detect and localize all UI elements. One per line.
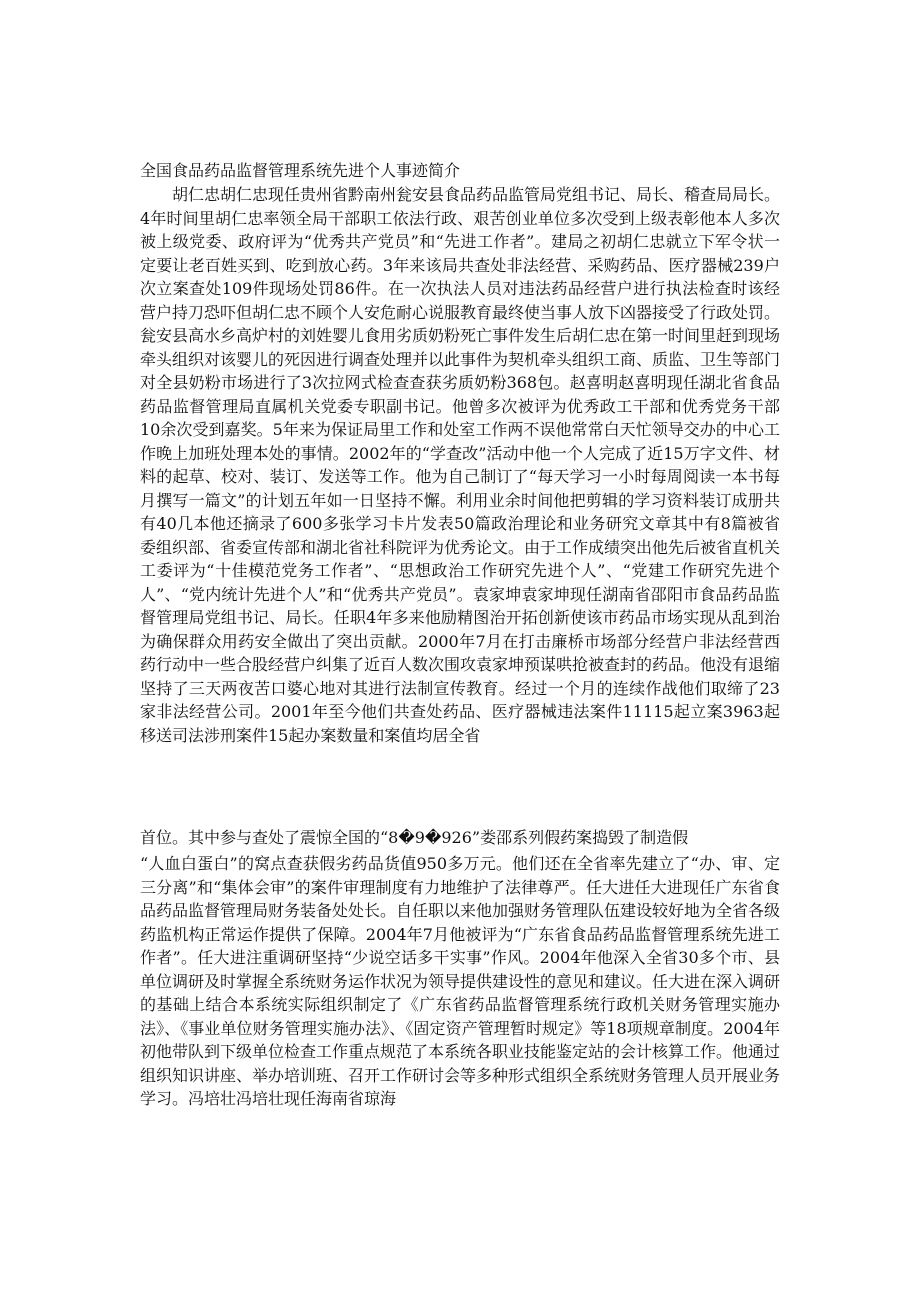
paragraph-2: 首位。其中参与查处了震惊全国的“8�9�926”娄邵系列假药案捣毁了制造假 [140, 828, 689, 847]
paragraph-3: “人血白蛋白”的窝点查获假劣药品货值950多万元。他们还在全省率先建立了“办、审、定三分离”和“集体会审”的案件审理制度有力地维护了法律尊严。任大进任大进现任广东省食品药品监督管理局财务装备处处长。自任职以来他加强财务管理队伍建设较好地为全省各级药监机构正常运作提供了保障。2004年7月他被评为“广东省食品药品监督管理系统先进工作者”。任大进注重调研坚持“少说空话多干实事”作风。2004年他深入全省30多个市、县单位调研及时掌握全系统财务运作状况为领导提供建设性的意见和建议。任大进在深入调研的基础上结合本系统实际组织制定了《广东省药品监督管理系统行政机关财务管理实施办法》、《事业单位财务管理实施办法》、《固定资产管理暂时规定》等18项规章制度。2004年初他带队到下级单位检查工作重点规范了本系统各职业技能鉴定站的会计核算工作。他通过组织知识讲座、举办培训班、召开工作研讨会等多种形式组织全系统财务管理人员开展业务学习。冯培壮冯培壮现任海南省琼海 [140, 854, 781, 1108]
paragraph-1-text: 胡仁忠胡仁忠现任贵州省黔南州瓮安县食品药品监管局党组书记、局长、稽查局局长。4年时间里胡仁忠率领全局干部职工依法行政、艰苦创业单位多次受到上级表彰他本人多次被上级党委、政府评为“优秀共产党员”和“先进工作者”。建局之初胡仁忠就立下军令状一定要让老百姓买到、吃到放心药。3年来该局共查处非法经营、采购药品、医疗器械239户次立案查处109件现场处罚86件。在一次执法人员对违法药品经营户进行执法检查时该经营户持刀恐吓但胡仁忠不顾个人安危耐心说服教育最终使当事人放下凶器接受了行政处罚。瓮安县高水乡高炉村的刘姓婴儿食用劣质奶粉死亡事件发生后胡仁忠在第一时间里赶到现场牵头组织对该婴儿的死因进行调查处理并以此事件为契机牵头组织工商、质监、卫生等部门对全县奶粉市场进行了3次拉网式检查查获劣质奶粉368包。赵喜明赵喜明现任湖北省食品药品监督管理局直属机关党委专职副书记。他曾多次被评为优秀政工干部和优秀党务干部10余次受到嘉奖。5年来为保证局里工作和处室工作两不误他常常白天忙领导交办的中心工作晚上加班处理本处的事情。2002年的“学查改”活动中他一个人完成了近15万字文件、材料的起草、校对、装订、发送等工作。他为自己制订了“每天学习一小时每周阅读一本书每月撰写一篇文”的计划五年如一日坚持不懈。利用业余时间他把剪辑的学习资料装订成册共有40几本他还摘录了600多张学习卡片发表50篇政治理论和业务研究文章其中有8篇被省委组织部、省委宣传部和湖北省社科院评为优秀论文。由于工作成绩突出他先后被省直机关工委评为“十佳模范党务工作者”、“思想政治工作研究先进个人”、“党建工作研究先进个人”、“党内统计先进个人”和“优秀共产党员”。袁家坤袁家坤现任湖南省邵阳市食品药品监督管理局党组书记、局长。任职4年多来他励精图治开拓创新使该市药品市场实现从乱到治为确保群众用药安全做出了突出贡献。2000年7月在打击廉桥市场部分经营户非法经营西药行动中一些合股经营户纠集了近百人数次围攻袁家坤预谋哄抢被查封的药品。他没有退缩坚持了三天两夜苦口婆心地对其进行法制宣传教育。经过一个月的连续作战他们取缔了23家非法经营公司。2001年至今他们共查处药品、医疗器械违法案件11115起立案3963起移送司法涉刑案件15起办案数量和案值均居全省 [140, 185, 781, 745]
paragraph-1 [140, 183, 780, 747]
document-title: 全国食品药品监督管理系统先进个人事迹简介 [140, 161, 461, 180]
